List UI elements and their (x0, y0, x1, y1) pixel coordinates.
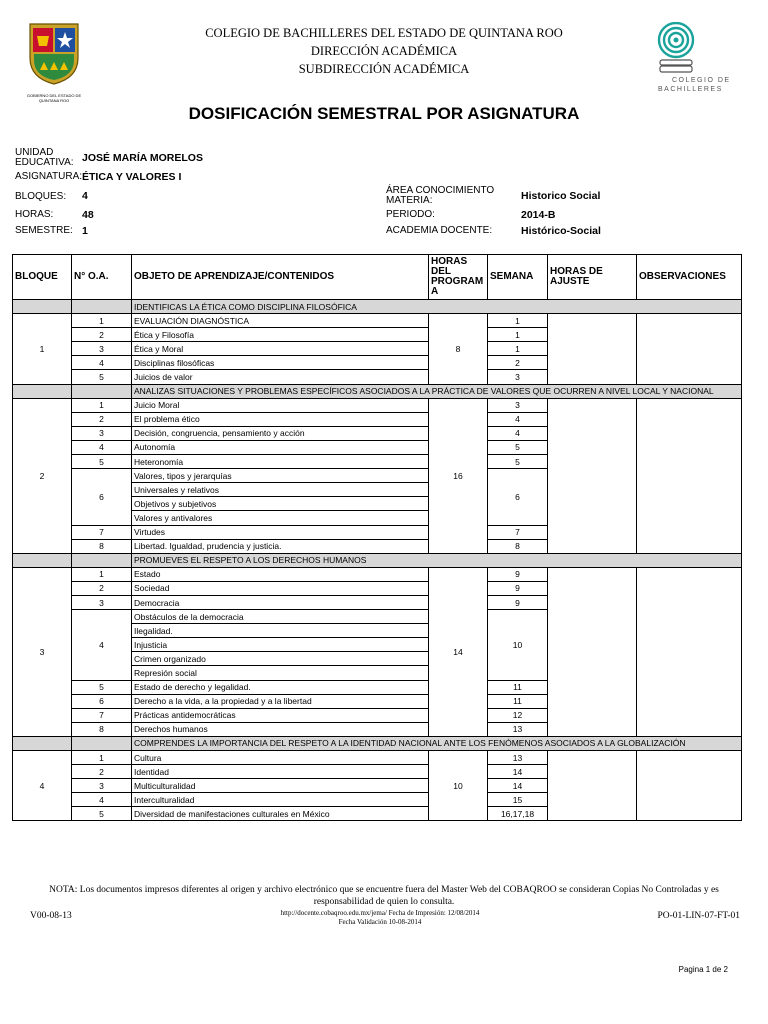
oa-number: 8 (72, 539, 132, 553)
semana-value: 6 (488, 469, 548, 525)
semana-value: 12 (488, 708, 548, 722)
subdireccion-academica: SUBDIRECCIÓN ACADÉMICA (298, 62, 470, 76)
semana-value: 5 (488, 440, 548, 454)
oa-number: 1 (72, 567, 132, 581)
document-title: DOSIFICACIÓN SEMESTRAL POR ASIGNATURA (188, 104, 580, 123)
footer-validacion: Fecha Validación 10-08-2014 (338, 918, 422, 926)
section-title: COMPRENDES LA IMPORTANCIA DEL RESPETO A LA IDENTIDAD NACIONAL ANTE LOS FENÓMENOS ASOCIADOS A LA GLOBALIZACIÓN (132, 736, 742, 750)
header-semana: SEMANA (488, 255, 548, 300)
contenido-text: Disciplinas filosóficas (132, 356, 429, 370)
section-no-cell (72, 300, 132, 314)
footer-nota: NOTA: Los documentos impresos diferentes al origen y archivo electrónico que se encuentre fuera del Master Web del COBAQROO se consideran Copias No Controladas y es responsabilidad de quien lo consulta. (49, 885, 719, 907)
section-bloque-cell (13, 300, 72, 314)
semana-value: 1 (488, 342, 548, 356)
footer-code: PO-01-LIN-07-FT-01 (657, 911, 740, 921)
section-no-cell (72, 384, 132, 398)
oa-number: 5 (72, 455, 132, 469)
semana-value: 14 (488, 779, 548, 793)
header-bloque: BLOQUE (13, 255, 72, 300)
oa-number: 7 (72, 708, 132, 722)
oa-number: 4 (72, 610, 132, 680)
oa-number: 1 (72, 398, 132, 412)
footer-url (230, 909, 530, 927)
semestre-label: SEMESTRE: (15, 225, 73, 236)
section-no-cell (72, 736, 132, 750)
semana-value: 9 (488, 595, 548, 609)
semestre-value: 1 (82, 225, 88, 237)
semana-value: 13 (488, 751, 548, 765)
area-label: ÁREA CONOCIMIENTO MATERIA: (386, 185, 495, 206)
semana-value: 14 (488, 765, 548, 779)
section-row (13, 553, 742, 567)
semana-value: 3 (488, 398, 548, 412)
horas-ajuste-cell (548, 567, 637, 736)
cobach-logo (654, 22, 744, 96)
contenido-text: Valores y antivalores (132, 511, 429, 525)
semana-value: 15 (488, 793, 548, 807)
oa-number: 5 (72, 807, 132, 821)
contenido-text: Objetivos y subjetivos (132, 497, 429, 511)
contenido-text: Crimen organizado (132, 652, 429, 666)
section-title: IDENTIFICAS LA ÉTICA COMO DISCIPLINA FILOSÓFICA (132, 300, 742, 314)
semana-value: 9 (488, 567, 548, 581)
table-row (13, 314, 742, 328)
bloques-value: 4 (82, 190, 88, 202)
section-row (13, 736, 742, 750)
observaciones-cell (637, 398, 742, 553)
contenido-text: Virtudes (132, 525, 429, 539)
header-horas-programa: HORAS DEL PROGRAM A (429, 255, 488, 300)
section-title: PROMUEVES EL RESPETO A LOS DERECHOS HUMANOS (132, 553, 742, 567)
oa-number: 5 (72, 680, 132, 694)
contenido-text: Libertad. Igualdad, prudencia y justicia. (132, 539, 429, 553)
oa-number: 8 (72, 722, 132, 736)
contenido-text: Derechos humanos (132, 722, 429, 736)
table-row (13, 567, 742, 581)
semana-value: 8 (488, 539, 548, 553)
oa-number: 6 (72, 469, 132, 525)
asignatura-value: ÉTICA Y VALORES I (82, 171, 182, 183)
semana-value: 13 (488, 722, 548, 736)
contenido-text: Multiculturalidad (132, 779, 429, 793)
section-row (13, 384, 742, 398)
horas-programa: 14 (429, 567, 488, 736)
oa-number: 4 (72, 440, 132, 454)
contenido-text: Decisión, congruencia, pensamiento y acción (132, 426, 429, 440)
table-body (13, 300, 742, 821)
contenido-text: Juicios de valor (132, 370, 429, 384)
bloque-number: 1 (13, 314, 72, 384)
contenido-text: Ilegalidad. (132, 624, 429, 638)
footer-version: V00-08-13 (30, 911, 72, 921)
contenido-text: Injusticia (132, 638, 429, 652)
observaciones-cell (637, 751, 742, 821)
section-row (13, 300, 742, 314)
institution-header (0, 24, 768, 78)
header-contenidos: OBJETO DE APRENDIZAJE/CONTENIDOS (132, 255, 429, 300)
table-row (13, 751, 742, 765)
periodo-label: PERIODO: (386, 209, 435, 220)
oa-number: 3 (72, 342, 132, 356)
contenido-text: Derecho a la vida, a la propiedad y a la libertad (132, 694, 429, 708)
oa-number: 4 (72, 793, 132, 807)
cobach-spiral-icon (656, 22, 696, 74)
contenido-text: Juicio Moral (132, 398, 429, 412)
horas-programa: 8 (429, 314, 488, 384)
bloque-number: 2 (13, 398, 72, 553)
contenido-text: Heteronomía (132, 455, 429, 469)
table-header-row (13, 255, 742, 300)
horas-value: 48 (82, 209, 94, 221)
academia-value: Histórico-Social (521, 225, 601, 237)
header-observaciones: OBSERVACIONES (637, 255, 742, 300)
oa-number: 5 (72, 370, 132, 384)
oa-number: 4 (72, 356, 132, 370)
horas-ajuste-cell (548, 751, 637, 821)
contenido-text: Cultura (132, 751, 429, 765)
semana-value: 11 (488, 694, 548, 708)
cobach-logo-caption-2: BACHILLERES (658, 86, 723, 93)
unidad-value: JOSÉ MARÍA MORELOS (82, 152, 203, 164)
contenido-text: Prácticas antidemocráticas (132, 708, 429, 722)
horas-programa: 16 (429, 398, 488, 553)
dosificacion-table (12, 254, 742, 821)
contenido-text: Universales y relativos (132, 483, 429, 497)
observaciones-cell (637, 567, 742, 736)
oa-number: 2 (72, 412, 132, 426)
semana-value: 11 (488, 680, 548, 694)
oa-number: 2 (72, 581, 132, 595)
contenido-text: Democracia (132, 595, 429, 609)
bloque-number: 4 (13, 751, 72, 821)
cobach-logo-caption-1: COLEGIO DE (672, 77, 731, 84)
unidad-label: UNIDAD EDUCATIVA: (15, 147, 74, 168)
contenido-text: Estado de derecho y legalidad. (132, 680, 429, 694)
contenido-text: Estado (132, 567, 429, 581)
contenido-text: Identidad (132, 765, 429, 779)
contenido-text: Valores, tipos y jerarquías (132, 469, 429, 483)
periodo-value: 2014-B (521, 209, 556, 221)
institution-name: COLEGIO DE BACHILLERES DEL ESTADO DE QUINTANA ROO (205, 26, 563, 40)
asignatura-label: ASIGNATURA: (15, 171, 83, 182)
oa-number: 1 (72, 751, 132, 765)
contenido-text: El problema ético (132, 412, 429, 426)
observaciones-cell (637, 314, 742, 384)
footer-url-line: http://docente.cobaqroo.edu.mx/jema/ Fecha de Impresión: 12/08/2014 (280, 909, 480, 917)
horas-label: HORAS: (15, 209, 54, 220)
gobierno-logo-caption: GOBIERNO DEL ESTADO DE QUINTANA ROO (26, 93, 82, 103)
contenido-text: Represión social (132, 666, 429, 680)
bloque-number: 3 (13, 567, 72, 736)
horas-ajuste-cell (548, 314, 637, 384)
table-row (13, 398, 742, 412)
semana-value: 4 (488, 426, 548, 440)
semana-value: 4 (488, 412, 548, 426)
contenido-text: Obstáculos de la democracia (132, 610, 429, 624)
header-no-oa: N° O.A. (72, 255, 132, 300)
contenido-text: Ética y Moral (132, 342, 429, 356)
section-bloque-cell (13, 384, 72, 398)
semana-value: 5 (488, 455, 548, 469)
bloques-label: BLOQUES: (15, 191, 67, 202)
section-title: ANALIZAS SITUACIONES Y PROBLEMAS ESPECÍFICOS ASOCIADOS A LA PRÁCTICA DE VALORES QUE OCURREN A NIVEL LOCAL Y NACIONAL (132, 384, 742, 398)
semana-value: 3 (488, 370, 548, 384)
semana-value: 7 (488, 525, 548, 539)
horas-programa: 10 (429, 751, 488, 821)
direccion-academica: DIRECCIÓN ACADÉMICA (310, 44, 458, 58)
contenido-text: Ética y Filosofía (132, 328, 429, 342)
oa-number: 3 (72, 779, 132, 793)
oa-number: 2 (72, 328, 132, 342)
section-bloque-cell (13, 553, 72, 567)
semana-value: 16,17,18 (488, 807, 548, 821)
oa-number: 3 (72, 595, 132, 609)
contenido-text: Interculturalidad (132, 793, 429, 807)
contenido-text: EVALUACIÓN DIAGNÓSTICA (132, 314, 429, 328)
contenido-text: Autonomía (132, 440, 429, 454)
semana-value: 10 (488, 610, 548, 680)
header-horas-ajuste: HORAS DE AJUSTE (548, 255, 637, 300)
oa-number: 3 (72, 426, 132, 440)
semana-value: 2 (488, 356, 548, 370)
semana-value: 9 (488, 581, 548, 595)
academia-label: ACADEMIA DOCENTE: (386, 225, 493, 236)
contenido-text: Diversidad de manifestaciones culturales en México (132, 807, 429, 821)
oa-number: 7 (72, 525, 132, 539)
horas-ajuste-cell (548, 398, 637, 553)
contenido-text: Sociedad (132, 581, 429, 595)
section-bloque-cell (13, 736, 72, 750)
section-no-cell (72, 553, 132, 567)
area-value: Historico Social (521, 190, 601, 202)
semana-value: 1 (488, 314, 548, 328)
oa-number: 1 (72, 314, 132, 328)
page-number: Pagina 1 de 2 (678, 965, 728, 974)
semana-value: 1 (488, 328, 548, 342)
oa-number: 2 (72, 765, 132, 779)
oa-number: 6 (72, 694, 132, 708)
